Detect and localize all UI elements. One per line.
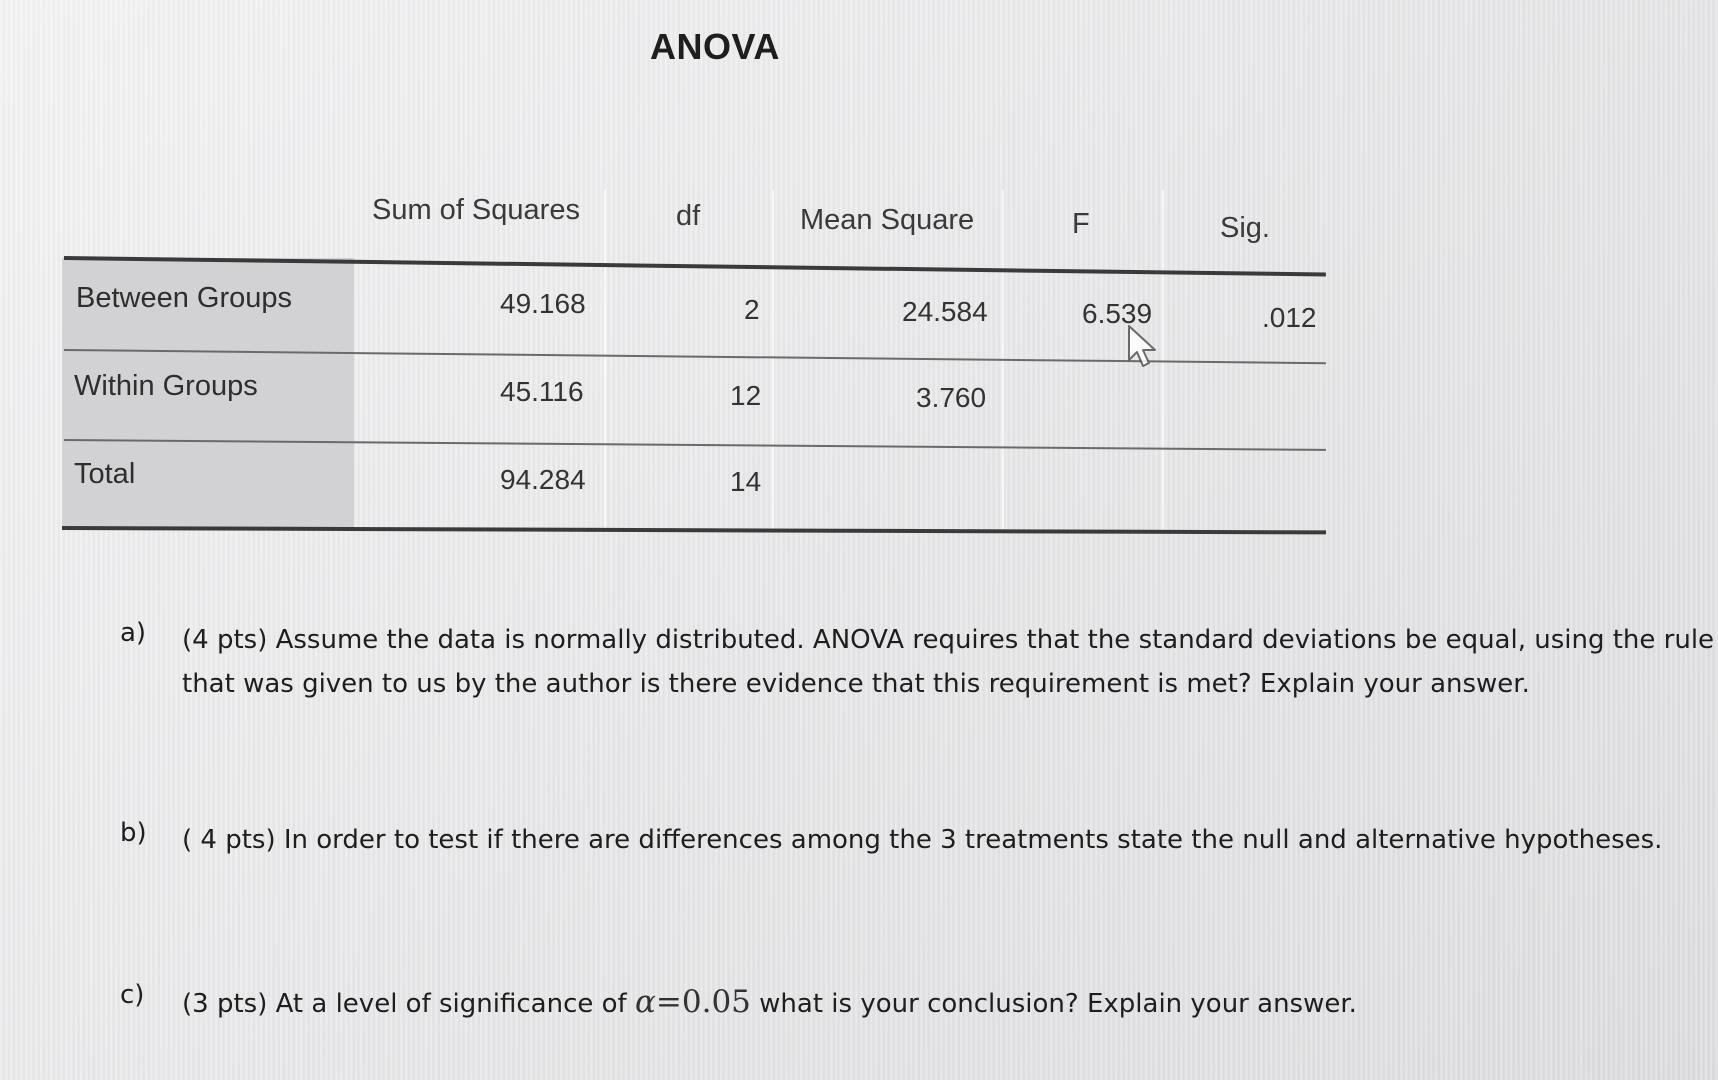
question-letter: b) xyxy=(120,818,147,848)
row-label: Between Groups xyxy=(76,282,293,314)
header-mean-square: Mean Square xyxy=(800,204,975,236)
alpha-symbol: α xyxy=(634,984,656,1020)
cell-ss: 49.168 xyxy=(500,288,586,319)
cell-f: 6.539 xyxy=(1082,298,1153,329)
cell-ss: 94.284 xyxy=(500,464,586,495)
cell-ss: 45.116 xyxy=(500,376,584,407)
question-text: (4 pts) Assume the data is normally distributed. ANOVA requires that the standard deviations be equal, using the rule that was given to us by the author is there evidence that this requirement is met? Explain your answer. xyxy=(182,625,1715,699)
question-text xyxy=(182,980,1718,1026)
table-bottom-rule xyxy=(62,526,1326,534)
question-letter: c) xyxy=(120,980,145,1010)
row-label: Total xyxy=(74,458,136,490)
question-letter: a) xyxy=(120,618,147,648)
cell-ms: 3.760 xyxy=(916,382,987,413)
mouse-cursor-icon xyxy=(1127,324,1163,372)
cell-df: 2 xyxy=(744,294,760,325)
column-separator xyxy=(772,190,774,530)
header-sig: Sig. xyxy=(1220,212,1270,244)
equals-sign: = xyxy=(655,984,682,1020)
cell-sig: .012 xyxy=(1262,302,1317,333)
header-f: F xyxy=(1072,208,1090,240)
header-sum-of-squares: Sum of Squares xyxy=(372,194,580,226)
question-text-before: (3 pts) At a level of significance of xyxy=(182,989,627,1019)
question-text: ( 4 pts) In order to test if there are differences among the 3 treatments state the null and alternative hypotheses. xyxy=(182,825,1663,855)
cell-ms: 24.584 xyxy=(902,296,988,327)
header-df: df xyxy=(676,200,701,232)
question-text-after: what is your conclusion? Explain your answer. xyxy=(759,989,1357,1019)
column-separator xyxy=(604,190,606,530)
row-label: Within Groups xyxy=(74,370,258,402)
alpha-value: 0.05 xyxy=(681,984,751,1020)
cell-df: 12 xyxy=(730,380,762,411)
anova-title: ANOVA xyxy=(650,26,780,67)
cell-df: 14 xyxy=(730,466,762,497)
